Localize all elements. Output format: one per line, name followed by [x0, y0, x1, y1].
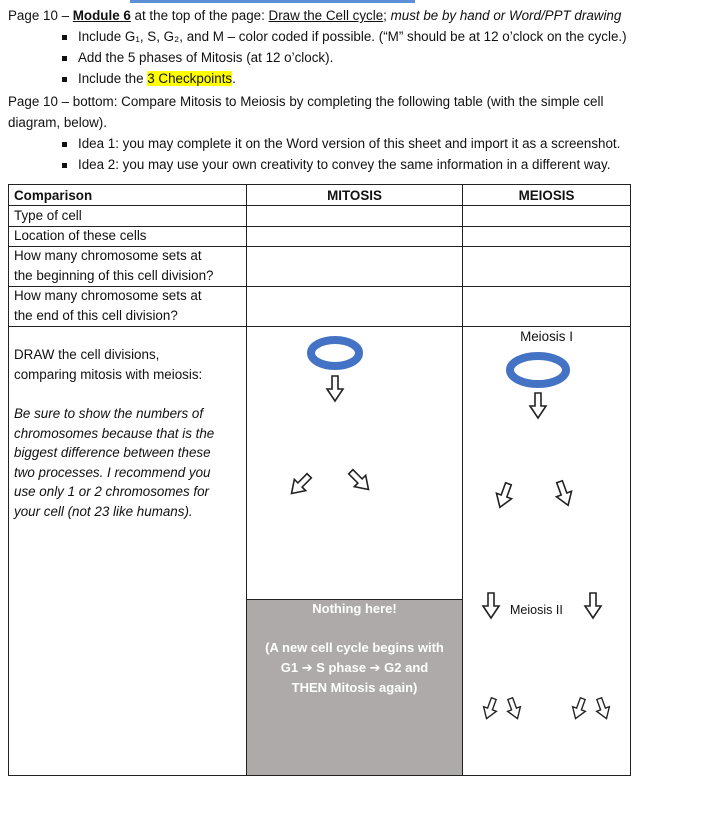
- bullet-icon: [62, 35, 67, 40]
- meiosis-ii-arrow-down-right-icon: [500, 694, 528, 724]
- bullet-item-checkpoints: [78, 70, 236, 88]
- row-label-sets-begin-1: How many chromosome sets at: [14, 248, 202, 263]
- line1-prefix: Page 10 –: [8, 8, 73, 23]
- meiosis-ii-arrow-down-right-icon: [589, 694, 617, 724]
- meiosis-ii-label: Meiosis II: [510, 603, 563, 617]
- row-label-sets-end-1: How many chromosome sets at: [14, 288, 202, 303]
- mitosis-arrow-down-left-icon: [284, 469, 316, 501]
- meiosis-ii-arrow-down-icon: [478, 591, 504, 623]
- draw-note-line: Be sure to show the numbers of: [14, 406, 204, 421]
- draw-note-line: your cell (not 23 like humans).: [14, 504, 193, 519]
- table-border-left: [8, 184, 9, 776]
- meiosis-i-label: Meiosis I: [520, 329, 573, 344]
- draw-note-line: chromosomes because that is the: [14, 426, 215, 441]
- bullet-item-phases: Add the 5 phases of Mitosis (at 12 o’clock).: [78, 50, 334, 65]
- header-mitosis: MITOSIS: [327, 188, 382, 203]
- bullet-item-g1-s-g2-m: Include G₁, S, G₂, and M – color coded if possible. (“M” should be at 12 o’clock on the cycle.): [78, 29, 627, 44]
- new-cycle-line: (A new cell cycle begins with: [265, 640, 444, 655]
- bullet-icon: [62, 142, 67, 147]
- nothing-here-text: Nothing here!: [312, 601, 397, 616]
- draw-cell-cycle-text: Draw the Cell cycle: [268, 8, 384, 23]
- draw-note-line: two processes. I recommend you: [14, 465, 211, 480]
- table-border-right: [630, 184, 631, 776]
- table-border-bottom: [8, 775, 631, 776]
- paragraph-line-2: diagram, below).: [8, 115, 107, 130]
- row-label-sets-end-2: the end of this cell division?: [14, 308, 178, 323]
- mitosis-arrow-down-icon: [322, 374, 348, 406]
- meiosis-arrow-down-icon: [525, 391, 551, 423]
- meiosis-arrow-down-left-icon: [488, 480, 520, 512]
- line1-sep: ;: [383, 8, 391, 23]
- header-comparison: Comparison: [14, 188, 93, 203]
- table-border-top: [8, 184, 631, 185]
- line1-mid: at the top of the page:: [130, 8, 269, 23]
- row-label-type-of-cell: Type of cell: [14, 208, 82, 223]
- checkpoint-highlight: 3 Checkpoints: [147, 71, 233, 86]
- mitosis-arrow-down-right-icon: [344, 465, 376, 497]
- idea-1: Idea 1: you may complete it on the Word version of this sheet and import it as a screenshot.: [78, 136, 621, 151]
- draw-instruction-2: comparing mitosis with meiosis:: [14, 367, 203, 382]
- mitosis-cell-oval-icon: [307, 336, 363, 370]
- header-meiosis: MEIOSIS: [518, 188, 575, 203]
- draw-note-line: biggest difference between these: [14, 445, 211, 460]
- bullet-icon: [62, 56, 67, 61]
- new-cycle-line: G1 ➔ S phase ➔ G2 and: [280, 660, 429, 675]
- module-label: Module 6: [72, 8, 131, 23]
- bullet-icon: [62, 163, 67, 168]
- checkpoint-suffix: .: [232, 71, 236, 86]
- idea-2: Idea 2: you may use your own creativity to convey the same information in a different way.: [78, 157, 611, 172]
- row-divider: [8, 205, 631, 206]
- meiosis-cell-oval-icon: [506, 352, 570, 388]
- checkpoint-prefix: Include the: [78, 71, 148, 86]
- top-edge-bar: [130, 0, 415, 3]
- meiosis-arrow-down-right-icon: [548, 478, 580, 510]
- line1-italic: must be by hand or Word/PPT drawing: [390, 8, 622, 23]
- bullet-icon: [62, 77, 67, 82]
- column-divider: [462, 184, 463, 776]
- paragraph-line-1: Page 10 – bottom: Compare Mitosis to Meiosis by completing the following table (with the simple cell: [8, 94, 604, 109]
- row-label-location: Location of these cells: [14, 228, 147, 243]
- grey-box-top: [247, 599, 462, 600]
- draw-note-line: use only 1 or 2 chromosomes for: [14, 484, 209, 499]
- instruction-line-module: [8, 7, 621, 25]
- row-label-sets-begin-2: the beginning of this cell division?: [14, 268, 214, 283]
- new-cycle-line: THEN Mitosis again): [291, 680, 418, 695]
- meiosis-ii-arrow-down-icon: [580, 591, 606, 623]
- draw-instruction-1: DRAW the cell divisions,: [14, 347, 160, 362]
